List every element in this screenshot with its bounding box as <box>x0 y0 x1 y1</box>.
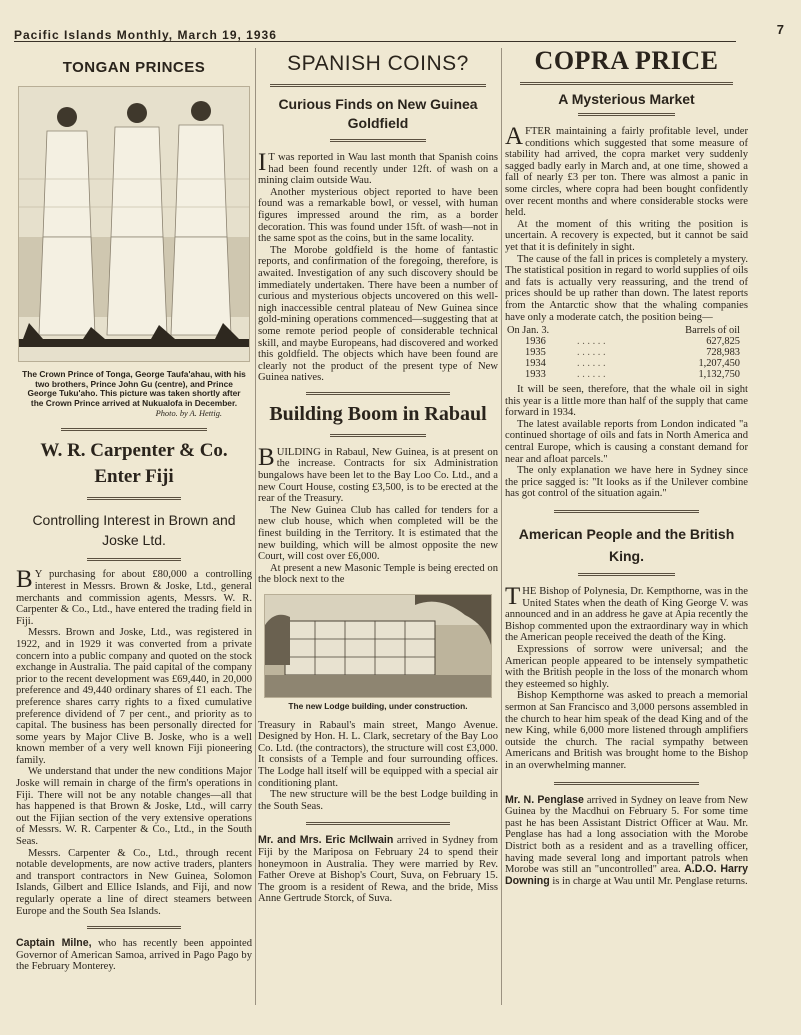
table-cell-year: 1933 <box>525 369 546 381</box>
paragraph-text: FTER maintaining a fairly profitable level, under conditions which suggested that some measure of stability had arrived, the copra market very suddenly sagged badly early in March and, at one time, showed a fall of nearly £3 per ton. There was almost a panic in some circles, where copra had been bought confidently over recent months and where considerable stocks were held. <box>505 126 748 219</box>
copra-paragraph: The only explanation we have here in Sydney since the price sagged is: "It looks as if the Unilever combine has got control of the situation again." <box>505 465 748 500</box>
column-3 <box>505 50 748 1015</box>
section-divider <box>270 84 486 87</box>
section-divider <box>306 392 450 395</box>
copra-paragraph: The latest available reports from London indicated "a continued shortage of oils and fats in North America and central Europe, which is causing a constant demand for near and afloat parcels." <box>505 418 748 465</box>
copra-subheadline: A Mysterious Market <box>558 91 695 107</box>
copra-paragraph: The cause of the fall in prices is completely a mystery. The statistical position in regard to world supplies of oils and fats is actually very reassuring, and the trend of prices should be up rather than down. The latest reports from the Antarctic show that the whaling companies have only a moderate catch, the position being— <box>505 253 748 323</box>
copra-paragraph: It will be seen, therefore, that the whale oil in sight this year is a little more than half of the supply that came forward in 1934. <box>505 384 748 419</box>
coins-subheadline: Curious Finds on New Guinea Goldfield <box>278 96 478 131</box>
section-divider <box>578 113 675 116</box>
masthead-rule <box>14 41 736 42</box>
whale-oil-table <box>505 325 748 380</box>
column-1 <box>16 50 252 1015</box>
table-cell-leader: . . . . . . <box>577 369 606 381</box>
section-divider <box>87 926 181 929</box>
rabaul-paragraph: The new structure will be the best Lodge building in the South Seas. <box>258 789 498 812</box>
mcilwain-body: arrived in Sydney from Fiji by the Mariposa on February 24 to spend their honeymoon in Australia. They were married by Rev. Father Oreve at Bishop's Court, Suva, on February 15. The groom is a resident of Rewa, and the bride, Miss Anne Gertrude Storck, of Suva. <box>258 835 498 905</box>
drop-cap: T <box>505 583 521 611</box>
table-cell-year: 1936 <box>525 336 546 348</box>
milne-body: who has recently been appointed Governor of American Samoa, arrived in Pago Pago by the February Monterey. <box>16 938 252 973</box>
carpenter-headline <box>16 438 252 490</box>
section-divider <box>330 434 426 437</box>
lodge-photo-illustration <box>265 595 491 698</box>
carpenter-headline-line1: W. R. Carpenter & Co. <box>40 440 228 462</box>
section-divider <box>578 573 675 576</box>
table-cell-value: 728,983 <box>706 347 740 359</box>
rabaul-paragraph <box>258 443 498 505</box>
paragraph-text: T was reported in Wau last month that Spanish coins had been found recently under 12ft. of wash on a mining claim outside Wau. <box>258 152 498 187</box>
american-paragraph: Expressions of sorrow were universal; and the American people appeared to be intensely sympathetic with the British people in the loss of the monarch whom they esteemed so highly. <box>505 644 748 690</box>
carpenter-headline-line2: Enter Fiji <box>94 466 174 488</box>
penglase-paragraph <box>505 795 748 888</box>
drop-cap: B <box>16 566 33 594</box>
rabaul-headline: Building Boom in Rabaul <box>269 402 487 425</box>
drop-cap: B <box>258 443 275 471</box>
copra-headline: COPRA PRICE <box>534 50 719 75</box>
tongan-princes-photo <box>18 86 250 362</box>
downing-lead: A.D.O. Harry Downing <box>505 863 748 887</box>
copra-paragraph: At the moment of this writing the position is uncertain. A recovery is expected, but it cannot be said yet that it is definitely in sight. <box>505 218 748 253</box>
tongan-photo-caption: The Crown Prince of Tonga, George Taufa'ahau, with his two brothers, Prince John Gu (centre), and Prince George Tuku'aho. This picture was taken shortly after the Crown Prince arrived at Nukualofa in December. <box>22 369 246 408</box>
table-cell-year: 1935 <box>525 347 546 359</box>
column-2 <box>258 50 498 1015</box>
section-divider <box>306 822 450 825</box>
coins-paragraph: The Morobe goldfield is the home of fantastic reports, and confirmation of the foregoing, therefore, is awaited. Investigation of any such discovery should be immediately undertaken. There have been a number of curious and mysterious objects uncovered on this well-nigh inaccessible central plateau of New Guinea since gold-mining operations commenced—suggesting that at some remote period people of considerable technical skill, and maybe Europeans, had discovered and worked this goldfield. The objects which have been found are clearly not the product of the present type of New Guinea natives. <box>258 244 498 384</box>
carpenter-paragraph: Messrs. Brown and Joske, Ltd., was registered in 1922, and in 1929 it was converted from a private concern into a public company and quoted on the stock exchange in Australia. The paid capital of the company prior to the recent development was £69,440, in 20,000 preference and 49,440 ordinary shares of £1 each. The preference shares carry rights to a fixed cumulative preference dividend of 7 per cent., and priority as to capital. The business has been personally directed for some years by Major Clive B. Joske, who is a well known member of a very well known Fiji pioneering family. <box>16 627 252 766</box>
table-cell-leader: . . . . . . <box>577 358 606 370</box>
table-row <box>505 369 748 380</box>
column-separator <box>501 48 502 1005</box>
carpenter-paragraph <box>16 566 252 627</box>
masthead <box>14 22 789 40</box>
princes-photo-illustration <box>19 87 250 362</box>
section-divider <box>87 558 181 561</box>
mcilwain-lead: Mr. and Mrs. Eric McIlwain <box>258 834 394 847</box>
american-paragraph <box>505 583 748 644</box>
penglase-body-end: is in charge at Wau until Mr. Penglase returns. <box>549 875 748 887</box>
rabaul-paragraph: The New Guinea Club has called for tenders for a new club house, which when completed will be the finest building in the Territory. It is estimated that the new building, which will be almost opposite the new Court, will cost over £6,000. <box>258 504 498 563</box>
section-divider <box>554 510 700 513</box>
table-row <box>505 358 748 369</box>
coins-paragraph <box>258 149 498 187</box>
table-cell-value: 627,825 <box>706 336 740 348</box>
mcilwain-paragraph <box>258 835 498 905</box>
drop-cap: A <box>505 123 524 150</box>
section-divider <box>554 782 700 785</box>
copra-paragraph <box>505 123 748 219</box>
table-header-barrels: Barrels of oil <box>685 325 740 337</box>
lodge-building-photo <box>264 594 492 698</box>
page-number: 7 <box>776 22 785 37</box>
section-divider <box>520 82 734 85</box>
table-row <box>505 347 748 358</box>
paragraph-text: HE Bishop of Polynesia, Dr. Kempthorne, was in the United States when the death of King George V. was announced and in an address he gave at Apia recently the Bishop commented upon the extraordinary way in which the American people received the death of the King. <box>505 586 748 644</box>
milne-lead: Captain Milne, <box>16 937 92 950</box>
table-cell-leader: . . . . . . <box>577 336 606 348</box>
rabaul-paragraph: Treasury in Rabaul's main street, Mango Avenue. Designed by Hon. H. L. Clark, secretary of the Bay Loo Co. Ltd. (the contractors), the structure will cost £3,000. It consists of a Temple and four surrounding offices. The Lodge hall itself will be equipped with a special air conditioning plant. <box>258 719 498 789</box>
drop-cap: I <box>258 149 267 176</box>
american-paragraph: Bishop Kempthorne was asked to preach a memorial sermon at San Francisco and 3,000 persons assembled in the church to hear him speak of the dead King and of the new King, while 6,000 more listened through amplifiers outside the church. The racial sympathy between Americans and British was brought home to the Bishop in an overwhelming manner. <box>505 690 748 771</box>
penglase-lead: Mr. N. Penglase <box>505 793 584 806</box>
paragraph-text: Y purchasing for about £80,000 a controlling interest in Messrs. Brown & Joske, Ltd., general merchants and commission agents, Messrs. W. R. Carpenter & Co., Ltd., have entered the trading field in Fiji. <box>16 569 252 627</box>
tongan-headline: TONGAN PRINCES <box>62 59 206 76</box>
table-header-date: On Jan. 3. <box>507 325 550 337</box>
section-divider <box>87 497 181 500</box>
lodge-photo-caption: The new Lodge building, under construction. <box>288 701 468 711</box>
table-cell-year: 1934 <box>525 358 546 370</box>
section-divider <box>61 428 207 431</box>
carpenter-paragraph: Messrs. Carpenter & Co., Ltd., through recent notable developments, are now active traders, planters and transport contractors in New Guinea, Solomon Islands, Gilbert and Ellice Islands, and Fiji, and now regularly operate a line of direct steamers between Europe and the South Sea Islands. <box>16 847 252 917</box>
coins-headline: SPANISH COINS? <box>287 52 469 75</box>
american-headline: American People and the British King. <box>518 526 735 565</box>
table-cell-value: 1,132,750 <box>698 369 740 381</box>
tongan-photo-credit: Photo. by A. Hettig. <box>155 409 222 419</box>
coins-paragraph: Another mysterious object reported to have been found was a remarkable bowl, or vessel, with human figures impressed around the rim, as a border decoration. This was found under 15ft. of wash—not in the same spot as the coins, but in the same locality. <box>258 186 498 245</box>
section-divider <box>330 139 426 142</box>
table-header-row <box>505 325 748 336</box>
paragraph-text: UILDING in Rabaul, New Guinea, is at present on the increase. Contracts for six Administration bungalows have been let to the Bay Loo Co. Ltd., and a new Court House, costing £3,500, is to be erected at the rear of the Treasury. <box>258 446 498 505</box>
column-separator <box>255 48 256 1005</box>
masthead-title: Pacific Islands Monthly, March 19, 1936 <box>14 28 277 42</box>
table-cell-leader: . . . . . . <box>577 347 606 359</box>
milne-paragraph <box>16 938 252 973</box>
carpenter-paragraph: We understand that under the new conditions Major Joske will remain in charge of the firm's operations in Fiji. There will not be any notable changes—all that has happened is that Brown & Joske, Ltd., will carry out the Fijian section of the very extensive operations of Messrs. W. R. Carpenter & Co., Ltd., in the South Seas. <box>16 766 252 848</box>
rabaul-paragraph: At present a new Masonic Temple is being erected on the block next to the <box>258 562 498 586</box>
carpenter-subheadline: Controlling Interest in Brown and Joske Ltd. <box>32 512 236 549</box>
table-cell-value: 1,207,450 <box>698 358 740 370</box>
table-row <box>505 336 748 347</box>
penglase-body: arrived in Sydney on leave from New Guinea by the Macdhui on February 5. For some time past he has been Assistant District Officer at Wau. Mr. Penglase has had a long association with the Morobe District both as a resident and as a travelling officer, having made several long and important patrols when Morobe was still an "uncontrolled" area. <box>505 794 748 876</box>
